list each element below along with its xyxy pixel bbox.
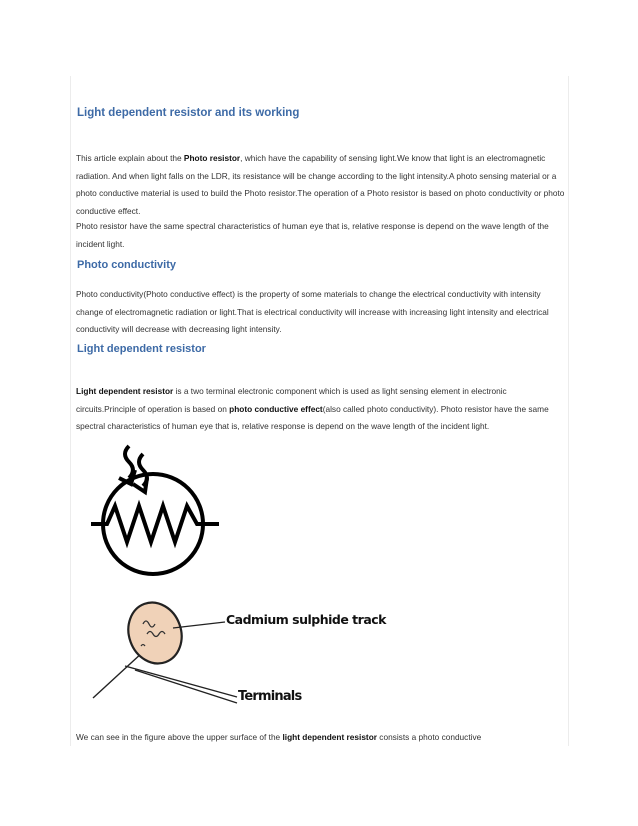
closing-paragraph (76, 729, 566, 747)
ldr-text-post: (also called photo conductivity). Photo resistor have the same spectral characteristics of human eye that is, relative response is depend on the wave length of the incident light. (76, 403, 549, 432)
ldr-symbol-figure (85, 440, 225, 580)
cadmium-track-label: Cadmium sulphide track (226, 612, 386, 627)
terminal-lead-2 (125, 666, 237, 697)
terminal-lead-3 (135, 670, 237, 703)
photo-conductivity-paragraph: Photo conductivity(Photo conductive effect) is the property of some materials to change the electrical conductivity with intensity change of electromagnetic radiation or light.That is electrical conductivity will increase with increasing light intensity and electrical conductivity will decrease with decreasing light intensity. (76, 289, 549, 335)
intro-text-pre: This article explain about the (76, 153, 184, 163)
intro-bold-term: Photo resistor (183, 153, 241, 163)
closing-text-pre: We can see in the figure above the upper surface of the (76, 732, 283, 742)
intro-paragraph (76, 150, 566, 220)
closing-bold-term: light dependent resistor (282, 732, 377, 742)
ldr-paragraph (76, 383, 566, 436)
terminal-lead-1 (93, 652, 143, 698)
ldr-bold-term: Light dependent resistor (76, 386, 174, 396)
light-arrow-1 (119, 446, 135, 484)
intro-text-post: , which have the capability of sensing light.We know that light is an electromagnetic radiation. And when light falls on the LDR, its resistance will be change according to the light intensity.A photo sensing material or a photo conductive material is used to build the Photo resistor.The operation of a Photo resistor is based on photo conductivity or photo conductive effect. (76, 153, 565, 216)
closing-text-post: consists a photo conductive (377, 732, 482, 742)
ldr-physical-figure (85, 600, 245, 720)
ldr-text-mid: is a two terminal electronic component which is used as light sensing element in electronic circuits.Principle of operation is based on (76, 386, 507, 414)
article-title: Light dependent resistor and its working (77, 107, 300, 119)
photo-conductivity-heading: Photo conductivity (77, 259, 176, 271)
ldr-bold-effect: photo conductive effect (229, 403, 323, 414)
ldr-symbol-circle (103, 474, 203, 574)
ldr-heading: Light dependent resistor (77, 343, 206, 355)
terminals-label: Terminals (238, 689, 302, 704)
spectral-paragraph: Photo resistor have the same spectral characteristics of human eye that is, relative response is depend on the wave length of the incident light. (76, 221, 549, 249)
